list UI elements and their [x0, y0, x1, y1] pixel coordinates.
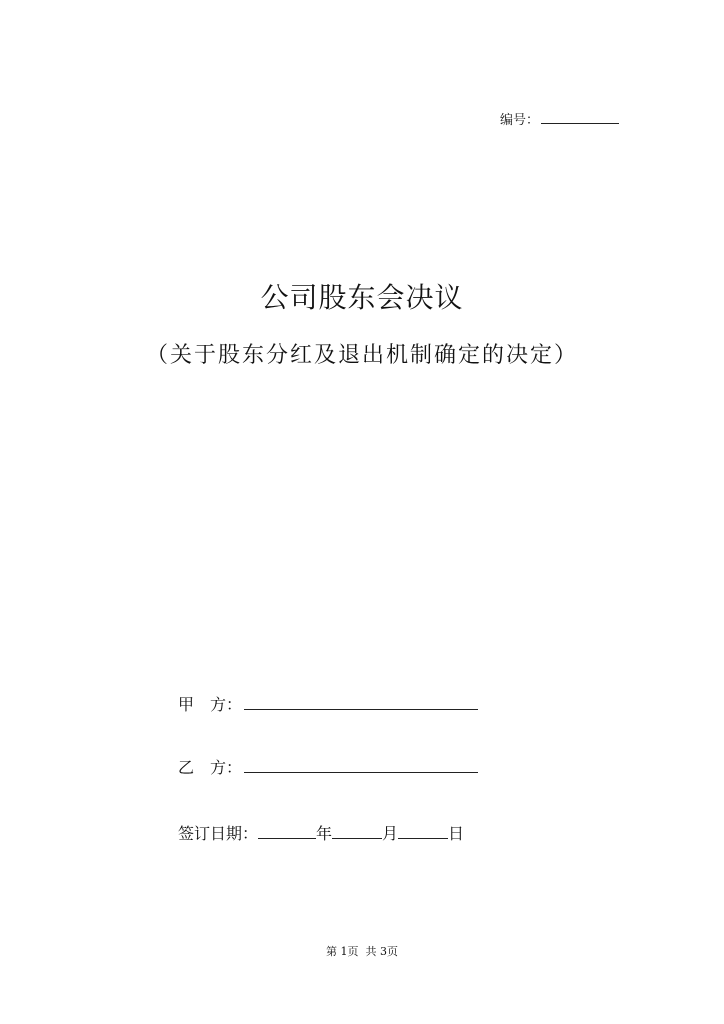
party-a-label: 甲 方：	[178, 695, 243, 714]
serial-number-label: 编号：	[500, 113, 540, 128]
document-title: 公司股东会决议	[260, 281, 464, 314]
year-label: 年	[316, 824, 333, 843]
year-blank	[258, 822, 316, 839]
sign-date-label: 签订日期：	[178, 824, 259, 843]
document-subtitle: （关于股东分红及退出机制确定的决定）	[145, 343, 578, 368]
serial-number-blank	[541, 111, 619, 124]
month-blank	[332, 822, 382, 839]
serial-number	[500, 111, 619, 130]
party-a-field	[178, 693, 478, 716]
day-blank	[398, 822, 448, 839]
party-b-blank	[244, 756, 478, 773]
page-footer: 第 1页 共 3页	[326, 945, 398, 958]
party-a-blank	[244, 693, 478, 710]
party-b-label: 乙 方：	[178, 758, 243, 777]
sign-date-field	[178, 822, 464, 845]
party-b-field	[178, 756, 478, 779]
day-label: 日	[448, 824, 465, 843]
month-label: 月	[382, 824, 399, 843]
